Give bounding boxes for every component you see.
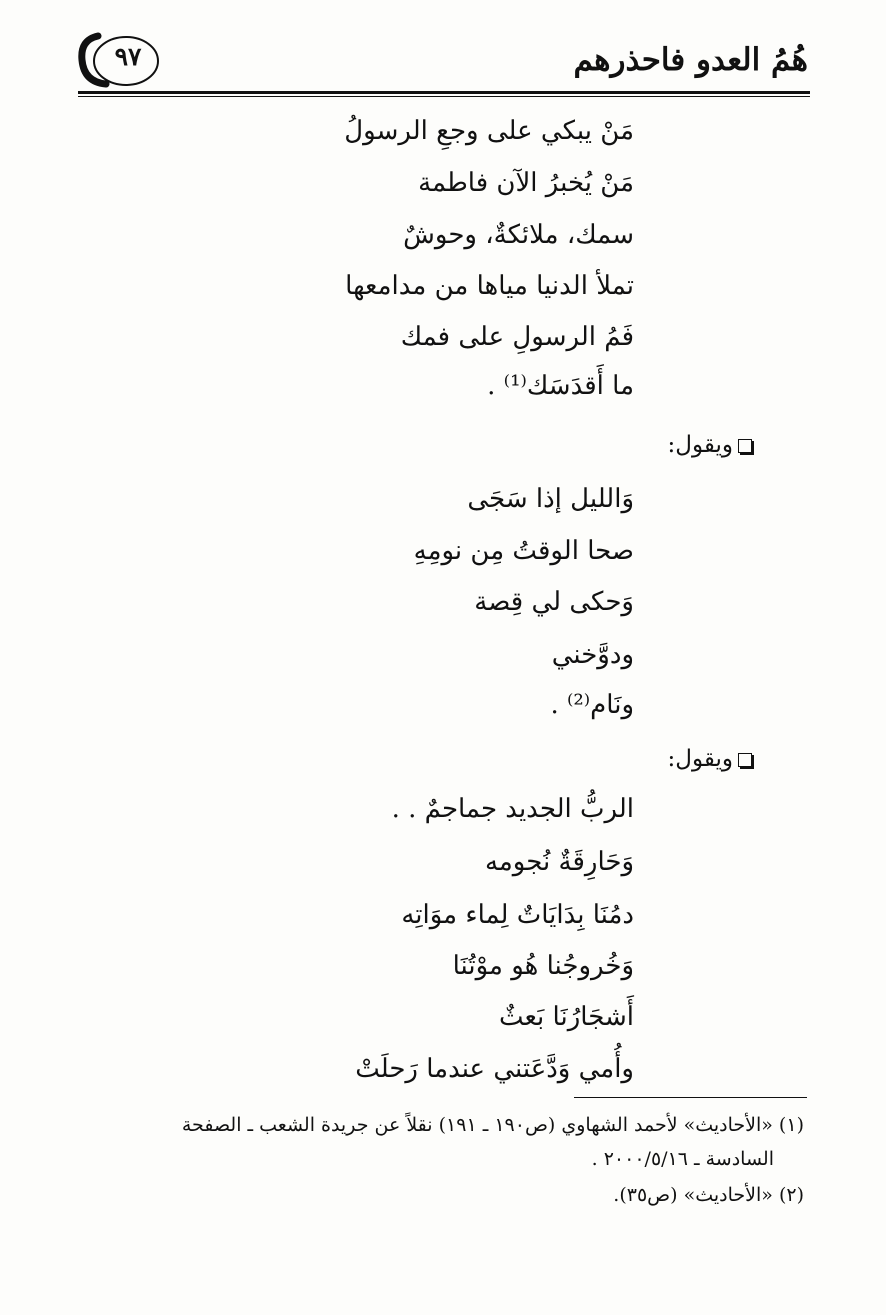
checkbox-bullet-icon: [738, 753, 752, 767]
verse-line: مَنْ يُخبرُ الآن فاطمة: [418, 168, 634, 198]
quote-intro-text: ويقول:: [667, 432, 733, 458]
header-title: هُمُ العدو فاحذرهم: [573, 42, 808, 78]
verse-line: الربُّ الجديد جماجمٌ . .: [391, 794, 634, 824]
running-header: [78, 28, 808, 96]
footnote-1: (١) «الأحاديث» لأحمد الشهاوي (ص١٩٠ ـ ١٩١) نقلاً عن جريدة الشعب ـ الصفحة: [181, 1114, 804, 1136]
page-number: ٩٧: [114, 42, 142, 71]
verse-line: وَالليل إذا سَجَى: [467, 484, 634, 514]
verse-line: وأُمي وَدَّعَتني عندما رَحلَتْ: [355, 1054, 634, 1084]
verse-line: وَحكى لي قِصة: [474, 587, 634, 617]
verse-line: ودوَّخني: [551, 640, 634, 670]
verse-line: وَخُروجُنا هُو موْتُنَا: [452, 951, 634, 981]
quote-intro: [668, 748, 753, 771]
verse-line: ما أَقدَسَك⁽¹⁾ .: [487, 371, 634, 401]
verse-line: أَشجَارُنَا بَعثٌ: [498, 1002, 634, 1032]
page-number-badge: [78, 30, 162, 88]
verse-line: وَحَارِقَةٌ نُجومه: [484, 847, 634, 877]
verse-line: مَنْ يبكي على وجعِ الرسولُ: [344, 116, 634, 146]
quote-intro-text: ويقول:: [667, 746, 733, 772]
header-rule: [78, 91, 810, 97]
footnote-2: (٢) «الأحاديث» (ص٣٥).: [613, 1184, 804, 1206]
verse-line: ونَام⁽²⁾ .: [550, 690, 634, 720]
verse-line: فَمُ الرسولِ على فمك: [400, 322, 634, 352]
quote-intro: [668, 434, 753, 457]
footnote-1-continued: السادسة ـ ٢٠٠٠/٥/١٦ .: [591, 1148, 774, 1170]
footnote-rule: [574, 1097, 807, 1098]
checkbox-bullet-icon: [738, 439, 752, 453]
verse-line: سمك، ملائكةٌ، وحوشٌ: [403, 220, 634, 250]
verse-line: تملأ الدنيا مياها من مدامعها: [345, 271, 634, 301]
verse-line: دمُنَا بِدَايَاتٌ لِماء موَاتِه: [401, 900, 634, 930]
verse-line: صحا الوقتُ مِن نومِهِ: [413, 536, 634, 566]
